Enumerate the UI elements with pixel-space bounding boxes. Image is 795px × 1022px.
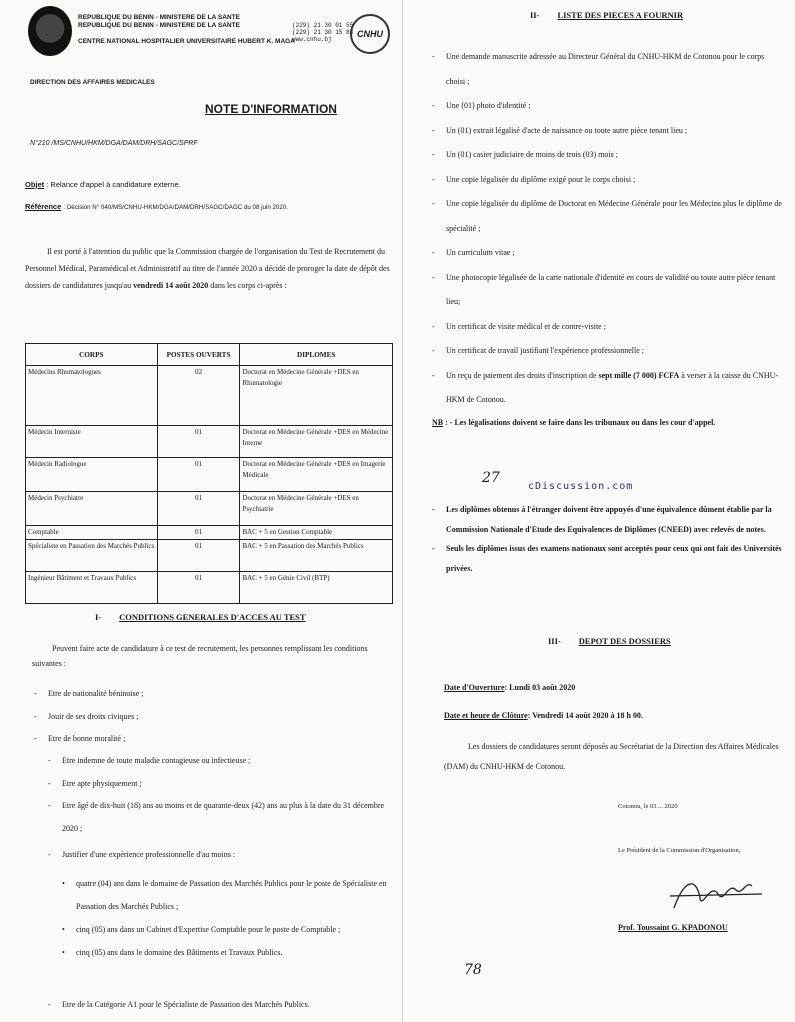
closing-date-label: Date et heure de Clôture xyxy=(444,711,528,720)
table-cell-postes: 02 xyxy=(157,366,240,426)
table-row xyxy=(26,492,393,526)
opening-date xyxy=(444,680,575,695)
left-column xyxy=(20,0,398,1022)
list-item: - Un certificat de travail justifiant l'expérience professionnelle ; xyxy=(432,339,784,364)
table-cell-diplomes: Doctorat en Médecine Générale +DES en Imagerie Médicale xyxy=(240,458,393,492)
conditions-list-2 xyxy=(48,750,398,867)
reference-label: Référence xyxy=(25,202,62,211)
signatory-name: Prof. Toussaint G. KPADONOU xyxy=(618,923,728,932)
list-item: - Un curriculum vitae ; xyxy=(432,241,784,266)
list-item: - Un certificat de visite médical et de contre-visite ; xyxy=(432,315,784,340)
republic-line-2: REPUBLIQUE DU BENIN - MINISTERE DE LA SANTE xyxy=(78,22,240,29)
section-3-title xyxy=(548,636,671,646)
list-item: - Etre apte physiquement ; xyxy=(48,773,398,796)
table-row xyxy=(26,572,393,604)
nb-list xyxy=(432,500,784,578)
table-cell-corps: Ingénieur Bâtiment et Travaux Publics xyxy=(26,572,158,604)
section-3-heading: DEPOT DES DOSSIERS xyxy=(578,636,671,646)
table-row xyxy=(26,366,393,426)
objet-text: : Relance d'appel à candidature externe. xyxy=(46,180,181,189)
section-2-number: II- xyxy=(530,10,540,20)
contact-website: www.cnhu.bj xyxy=(292,36,332,43)
letterhead-text xyxy=(78,14,295,46)
republic-line: REPUBLIQUE DU BENIN - MINISTERE DE LA SANTE xyxy=(78,14,240,21)
section-3-number: III- xyxy=(548,636,561,646)
intro-text-end: dans les corps ci-après : xyxy=(208,281,287,290)
table-cell-diplomes: Doctorat en Médecine Générale +DES en Rhumatologie xyxy=(240,366,393,426)
hospital-line: CENTRE NATIONAL HOSPITALIER UNIVERSITAIRE HUBERT K. MAGA xyxy=(78,38,295,45)
nb-text: : - Les légalisations doivent se faire dans les tribunaux ou dans les cour d'appel. xyxy=(445,418,716,427)
list-item: • cinq (05) ans dans le domaine des Bâtiments et Travaux Publics. xyxy=(62,941,398,964)
signature-place-date: Cotonou, le 03 ... 2020 xyxy=(618,803,678,810)
direction-label: DIRECTION DES AFFAIRES MEDICALES xyxy=(30,79,155,86)
right-column xyxy=(418,0,786,1022)
column-header: DIPLOMES xyxy=(240,344,393,366)
deposit-text: Les dossiers de candidatures seront déposés au Secrétariat de la Direction des Affaires Médicales (DAM) du CNHU-HKM de Cotonou. xyxy=(444,742,779,771)
table-cell-postes: 01 xyxy=(157,526,240,540)
section-2-heading: LISTE DES PIECES A FOURNIR xyxy=(557,10,684,20)
nb-label: NB xyxy=(432,418,444,427)
conditions-list xyxy=(34,683,396,751)
objet-line xyxy=(25,180,181,189)
column-header: POSTES OUVERTS xyxy=(157,344,240,366)
table-cell-postes: 01 xyxy=(157,426,240,458)
column-header: CORPS xyxy=(26,344,158,366)
table-cell-diplomes: Doctorat en Médecine Générale +DES en Médecine Interne xyxy=(240,426,393,458)
benin-coat-of-arms-logo xyxy=(28,6,72,56)
list-item: - Les diplômes obtenus à l'étranger doivent être appuyés d'une équivalence dûment établie par la Commission Nationale d'Etude des Equivalences de Diplômes (CNEED) avec relevés de notes. xyxy=(432,500,784,539)
list-item: • cinq (05) ans dans un Cabinet d'Expertise Comptable pour le poste de Comptable ; xyxy=(62,918,398,941)
table-cell-diplomes: Doctorat en Médecine Générale +DES en Psychiatrie xyxy=(240,492,393,526)
closing-date xyxy=(444,708,643,723)
opening-date-value: : Lundi 03 août 2020 xyxy=(504,683,576,692)
reference-number: N°210 /MS/CNHU/HKM/DGA/DAM/DRH/SAGC/SPRF xyxy=(30,140,198,147)
table-cell-corps: Médecins Rhumatologues xyxy=(26,366,158,426)
section-1-title xyxy=(95,612,306,622)
section-1-heading: CONDITIONS GENERALES D'ACCES AU TEST xyxy=(119,612,306,622)
section-1-number: I- xyxy=(95,612,102,622)
handwritten-mark: 78 xyxy=(464,962,482,978)
table-row xyxy=(26,526,393,540)
document-title: NOTE D'INFORMATION xyxy=(205,102,337,116)
list-item xyxy=(432,364,784,413)
reference-text: : Décision N° 040/MS/CNHU-HKM/DGA/DAM/DRH/SAGC/DAGC du 08 juin 2020. xyxy=(63,204,288,211)
contact-info xyxy=(292,22,353,43)
table-row xyxy=(26,458,393,492)
table-cell-diplomes: BAC + 5 en Passation des Marchés Publics xyxy=(240,540,393,572)
table-row xyxy=(26,426,393,458)
table-header-row xyxy=(26,344,393,366)
experience-sublist xyxy=(62,872,398,964)
objet-label: Objet xyxy=(25,180,45,189)
table-row xyxy=(26,540,393,572)
section-2-title xyxy=(530,10,683,20)
payment-amount: sept mille (7 000) FCFA xyxy=(598,370,680,380)
positions-table xyxy=(25,343,393,604)
payment-text: Un reçu de paiement des droits d'inscription de xyxy=(446,370,599,380)
list-item: - Etre de la Catégorie A1 pour le Spécialiste de Passation des Marchés Publics. xyxy=(48,997,398,1013)
signature-role: Le Président de la Commission d'Organisation, xyxy=(618,847,741,854)
list-item: - Une demande manuscrite adressée au Directeur Général du CNHU-HKM de Cotonou pour le corps choisi ; xyxy=(432,45,784,94)
intro-paragraph xyxy=(25,243,395,294)
intro-text: Il est porté à l'attention du public que la Commission chargée de l'organisation du Test de Recrutement du Personnel Médical, Paramédical et Administratif au titre de l'année 2020 a décidé de proroger la date de dépôt des dossiers de candidatures jusqu'au xyxy=(25,247,390,290)
letterhead xyxy=(20,0,398,72)
reference-line xyxy=(25,202,288,211)
intro-deadline: vendredi 14 août 2020 xyxy=(133,281,209,290)
list-item: - Une photocopie légalisée de la carte nationale d'identité en cours de validité ou toute autre pièce tenant lieu; xyxy=(432,266,784,315)
table-cell-diplomes: BAC + 5 en Génie Civil (BTP) xyxy=(240,572,393,604)
list-item: - Justifier d'une expérience professionnelle d'au moins : xyxy=(48,844,398,867)
list-item: - Etre âgé de dix-huit (18) ans au moins et de quarante-deux (42) ans au plus à la date du 31 décembre 2020 ; xyxy=(48,795,398,840)
contact-phone-1: (229) 21 30 01 55 xyxy=(292,22,354,29)
table-cell-diplomes: BAC + 5 en Gestion Comptable xyxy=(240,526,393,540)
table-cell-postes: 01 xyxy=(157,540,240,572)
documents-list xyxy=(432,45,784,413)
contact-phone-2: (229) 21 30 15 88 xyxy=(292,29,354,36)
table-cell-corps: Médecin Radiologue xyxy=(26,458,158,492)
payment-text-end: à verser à la caisse du CNHU-HKM de Cotonou. xyxy=(446,370,779,404)
table-cell-corps: Médecin Interniste xyxy=(26,426,158,458)
handwritten-signature xyxy=(666,872,766,918)
table-cell-postes: 01 xyxy=(157,492,240,526)
table-cell-corps: Médecin Psychiatre xyxy=(26,492,158,526)
column-divider xyxy=(402,0,403,1022)
list-item: - Une copie légalisée du diplôme exigé pour le corps choisi ; xyxy=(432,168,784,193)
watermark: cDiscussion.com xyxy=(528,481,634,492)
conditions-list-3 xyxy=(48,997,398,1013)
list-item: - Jouir de ses droits civiques ; xyxy=(34,706,396,729)
list-item: - Etre indemne de toute maladie contagieuse ou infectieuse ; xyxy=(48,750,398,773)
list-item: • quatre (04) ans dans le domaine de Passation des Marchés Publics pour le poste de Spécialiste en Passation des Marchés Publics ; xyxy=(62,872,398,918)
list-item: - Un (01) extrait légalisé d'acte de naissance ou toute autre pièce tenant lieu ; xyxy=(432,119,784,144)
table-cell-postes: 01 xyxy=(157,458,240,492)
list-item: - Une copie légalisée du diplôme de Doctorat en Médecine Générale pour les Médecins plus le diplôme de spécialité ; xyxy=(432,192,784,241)
list-item: - Etre de bonne moralité ; xyxy=(34,728,396,751)
closing-date-value: : Vendredi 14 août 2020 à 18 h 00. xyxy=(527,711,643,720)
cnhu-logo: CNHU xyxy=(350,14,390,54)
list-item: - Une (01) photo d'identité ; xyxy=(432,94,784,119)
section-1-intro: Peuvent faire acte de candidature à ce test de recrutement, les personnes remplissant les conditions suivantes : xyxy=(32,644,368,668)
list-item: - Seuls les diplômes issus des examens nationaux sont acceptés pour ceux qui ont fait des Universités privées. xyxy=(432,539,784,578)
table-cell-postes: 01 xyxy=(157,572,240,604)
table-cell-corps: Spécialiste en Passation des Marchés Publics xyxy=(26,540,158,572)
nb-note xyxy=(432,413,784,432)
table-cell-corps: Comptable xyxy=(26,526,158,540)
list-item: - Un (01) casier judiciaire de moins de trois (03) mois ; xyxy=(432,143,784,168)
handwritten-mark: 27 xyxy=(482,470,500,486)
opening-date-label: Date d'Ouverture xyxy=(444,683,505,692)
list-item: - Etre de nationalité béninoise ; xyxy=(34,683,396,706)
